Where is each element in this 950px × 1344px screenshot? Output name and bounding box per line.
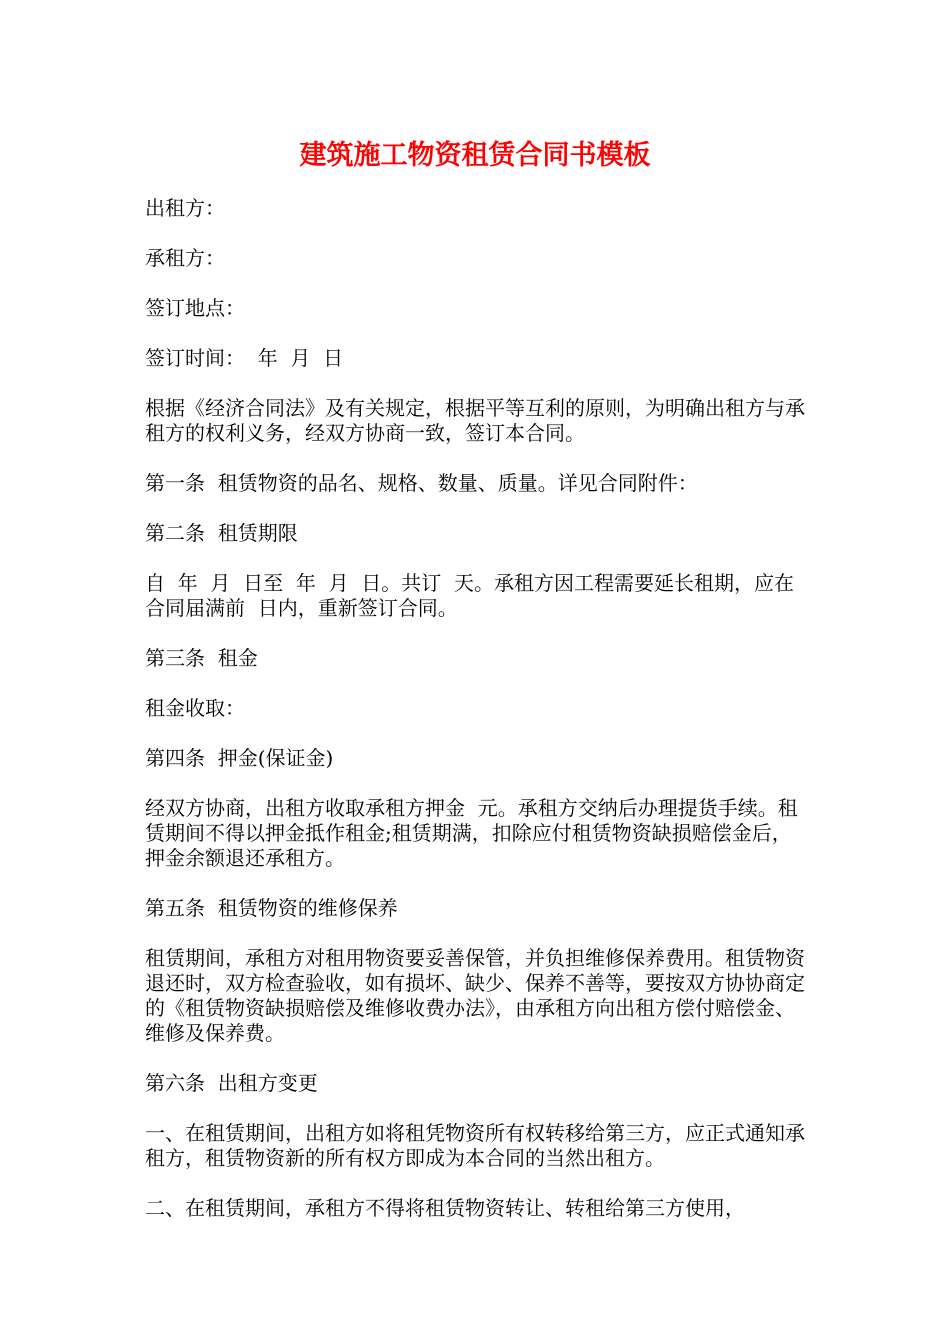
article-1-heading: 第一条 租赁物资的品名、规格、数量、质量。详见合同附件： <box>145 471 698 495</box>
field-signing-date: 签订时间： 年 月 日 <box>145 346 344 370</box>
document-body <box>145 196 810 1246</box>
field-lessor: 出租方： <box>145 196 225 220</box>
article-5-heading: 第五条 租赁物资的维修保养 <box>145 896 398 920</box>
article-6-heading: 第六条 出租方变更 <box>145 1071 318 1095</box>
article-6-clause-1: 一、在租赁期间，出租方如将租凭物资所有权转移给第三方，应正式通知承租方，租赁物资新的所有权方即成为本合同的当然出租方。 <box>145 1121 805 1170</box>
preamble-paragraph: 根据《经济合同法》及有关规定，根据平等互利的原则，为明确出租方与承租方的权利义务，经双方协商一致，签订本合同。 <box>145 396 805 445</box>
article-2-body: 自 年 月 日至 年 月 日。共订 天。承租方因工程需要延长租期，应在合同届满前 日内，重新签订合同。 <box>145 571 795 620</box>
document-title: 建筑施工物资租赁合同书模板 <box>299 140 651 171</box>
article-2-heading: 第二条 租赁期限 <box>145 521 298 545</box>
article-4-heading: 第四条 押金(保证金) <box>145 746 334 770</box>
article-5-body: 租赁期间，承租方对租用物资要妥善保管，并负担维修保养费用。租赁物资退还时，双方检查验收，如有损坏、缺少、保养不善等，要按双方协协商定的《租赁物资缺损赔偿及维修收费办法》，由承租方向出租方偿付赔偿金、维修及保养费。 <box>145 946 805 1045</box>
article-3-body: 租金收取： <box>145 696 245 720</box>
field-lessee: 承租方： <box>145 246 225 270</box>
article-3-heading: 第三条 租金 <box>145 646 258 670</box>
article-6-clause-2: 二、在租赁期间，承租方不得将租赁物资转让、转租给第三方使用， <box>145 1196 745 1220</box>
article-4-body: 经双方协商，出租方收取承租方押金 元。承租方交纳后办理提货手续。租赁期间不得以押金抵作租金;租赁期满，扣除应付租赁物资缺损赔偿金后，押金余额退还承租方。 <box>145 796 798 870</box>
field-signing-place: 签订地点： <box>145 296 245 320</box>
